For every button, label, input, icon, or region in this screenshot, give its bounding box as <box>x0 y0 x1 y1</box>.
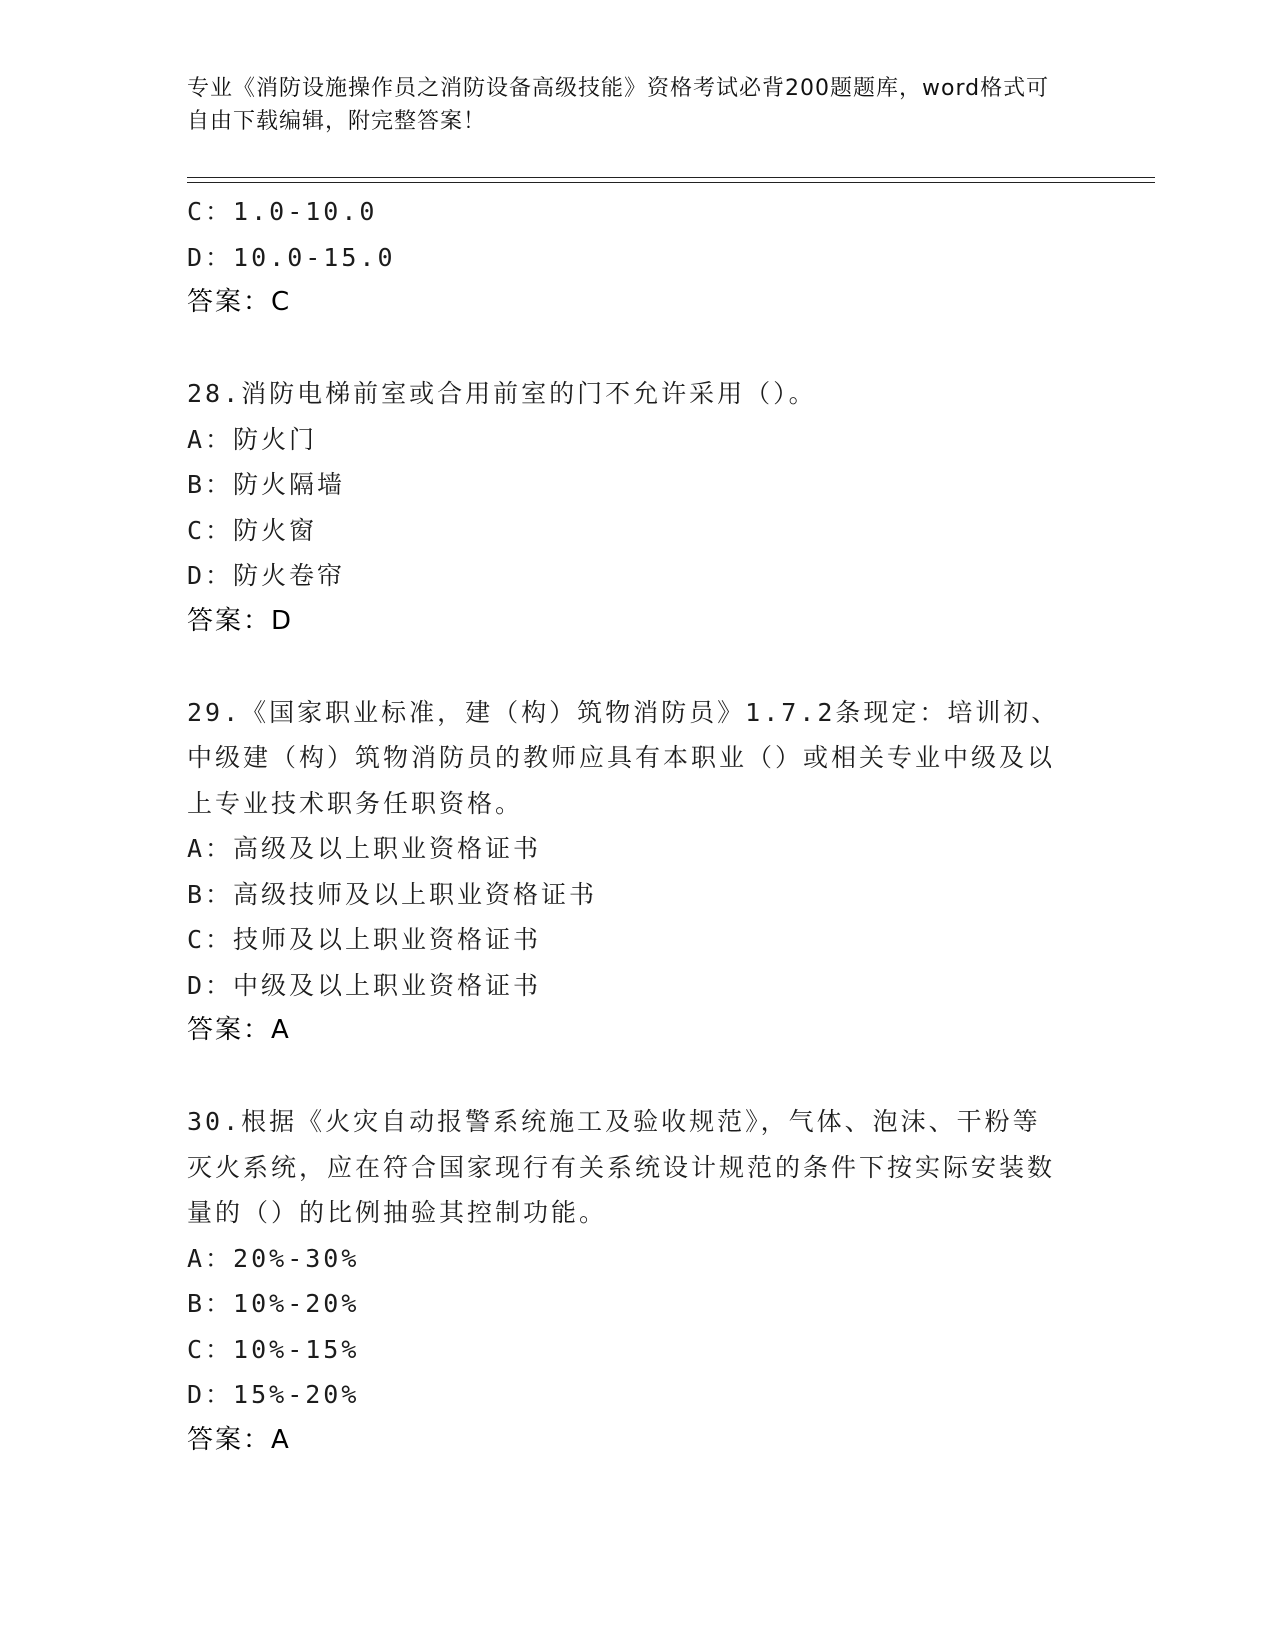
option-d: D：10.0-15.0 <box>187 242 396 272</box>
option-d: D：防火卷帘 <box>187 561 346 590</box>
option-c: C：技师及以上职业资格证书 <box>187 925 542 954</box>
header-divider-bottom <box>187 182 1155 183</box>
option-c: C：防火窗 <box>187 515 318 545</box>
question-27-continuation <box>187 189 1087 326</box>
question-stem: 29.《国家职业标准，建（构）筑物消防员》1.7.2条现定：培训初、中级建（构）筑物消防员的教师应具有本职业（）或相关专业中级及以上专业技术职务任职资格。 <box>187 697 1060 818</box>
option-d: D：中级及以上职业资格证书 <box>187 970 542 1000</box>
option-c: C：10%-15% <box>187 1334 360 1364</box>
spacer <box>187 326 1087 372</box>
option-c: C：1.0-10.0 <box>187 197 378 226</box>
spacer <box>187 1054 1087 1100</box>
answer-line: 答案：A <box>187 1015 291 1045</box>
question-stem: 30.根据《火灾自动报警系统施工及验收规范》，气体、泡沫、干粉等灭火系统，应在符合国家现行有关系统设计规范的条件下按实际安装数量的（）的比例抽验其控制功能。 <box>187 1107 1056 1227</box>
option-b: B：防火隔墙 <box>187 470 346 499</box>
option-a: A：防火门 <box>187 424 318 454</box>
option-b: B：高级技师及以上职业资格证书 <box>187 879 598 909</box>
answer-line: 答案：A <box>187 1424 291 1455</box>
option-a: A：高级及以上职业资格证书 <box>187 834 542 863</box>
question-stem: 28.消防电梯前室或合用前室的门不允许采用（）。 <box>187 379 817 408</box>
document-header: 专业《消防设施操作员之消防设备高级技能》资格考试必背200题题库，word格式可自由下载编辑，附完整答案！ <box>187 76 1050 134</box>
option-d: D：15%-20% <box>187 1380 360 1409</box>
answer-line: 答案：D <box>187 605 294 636</box>
answer-line: 答案：C <box>187 287 292 317</box>
question-30 <box>187 1099 1087 1463</box>
document-body <box>187 189 1087 1463</box>
spacer <box>187 644 1087 690</box>
option-a: A：20%-30% <box>187 1243 360 1273</box>
header-divider-top <box>187 177 1155 178</box>
question-29 <box>187 690 1087 1054</box>
question-28 <box>187 371 1087 644</box>
option-b: B：10%-20% <box>187 1289 360 1318</box>
